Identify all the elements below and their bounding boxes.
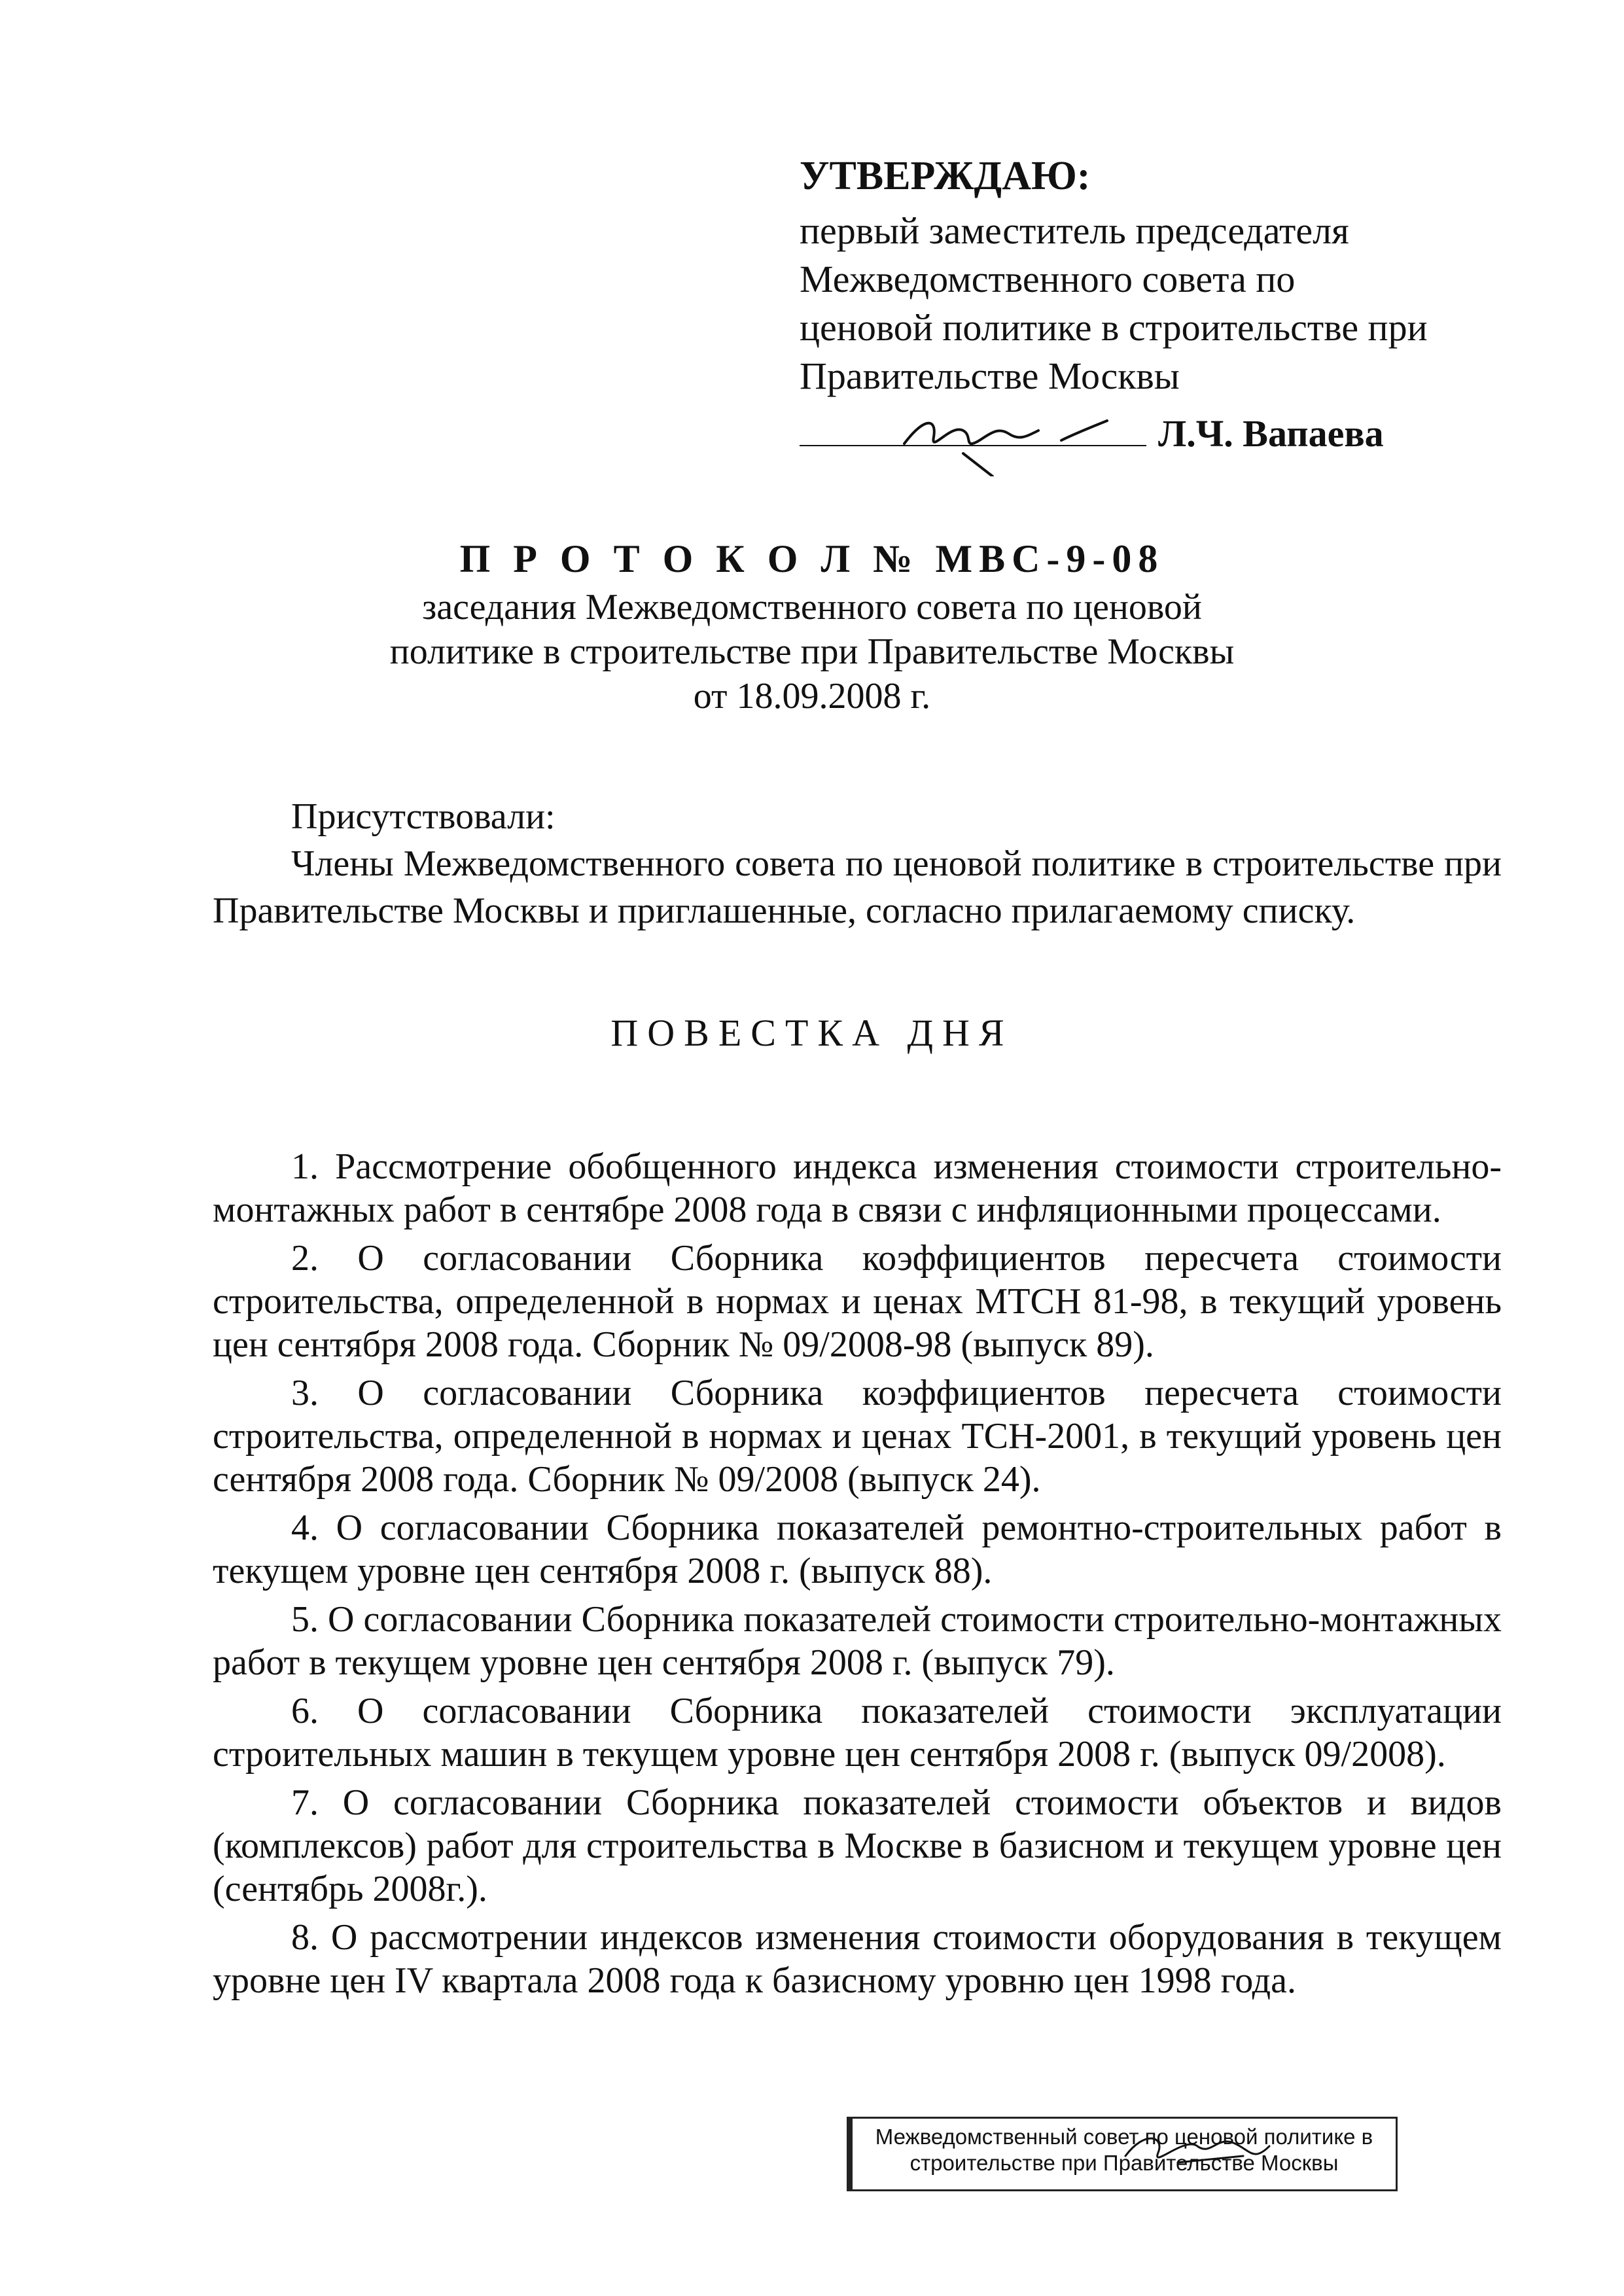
approval-line: Правительстве Москвы [800,355,1180,397]
protocol-date: от 18.09.2008 г. [693,676,931,716]
approval-heading: УТВЕРЖДАЮ: [800,154,1091,198]
agenda-item: 4. О согласовании Сборника показателей ремонтно-строительных работ в текущем уровне цен сентября 2008 г. (выпуск 88). [213,1508,1502,1591]
agenda-item: 8. О рассмотрении индексов изменения стоимости оборудования в текущем уровне цен IV квартала 2008 года к базисному уровню цен 1998 года. [213,1917,1502,2001]
protocol-subtitle-line: политике в строительстве при Правительстве Москвы [389,631,1235,672]
stamp-line: Межведомственный совет по ценовой политике в [875,2125,1373,2149]
attendance-label: Присутствовали: [291,796,556,837]
attendance-section [213,793,1502,934]
approval-block [800,152,1506,463]
agenda-item: 3. О согласовании Сборника коэффициентов пересчета стоимости строительства, определенной в нормах и ценах ТСН-2001, в текущий уровень цен сентября 2008 года. Сборник № 09/2008 (выпуск 24). [213,1373,1502,1500]
agenda-item: 6. О согласовании Сборника показателей стоимости эксплуатации строительных машин в текущем уровне цен сентября 2008 г. (выпуск 09/2008). [213,1691,1502,1775]
signer-name: Л.Ч. Вапаева [1158,412,1384,455]
protocol-subtitle-line: заседания Межведомственного совета по ценовой [422,587,1202,627]
approval-line: первый заместитель председателя [800,209,1349,252]
agenda-item: 5. О согласовании Сборника показателей стоимости строительно-монтажных работ в текущем уровне цен сентября 2008 г. (выпуск 79). [213,1599,1502,1683]
agenda-item: 2. О согласовании Сборника коэффициентов пересчета стоимости строительства, определенной в нормах и ценах МТСН 81-98, в текущий уровень цен сентября 2008 года. Сборник № 09/2008-98 (выпуск 89). [213,1238,1502,1365]
handwritten-signature [865,404,1140,476]
stamp-signature [1112,2117,1282,2189]
protocol-header [0,537,1624,718]
approval-line: Межведомственного совета по [800,258,1296,300]
attendance-text: Члены Межведомственного совета по ценовой политике в строительстве при Правительстве Москвы и приглашенные, согласно прилагаемому списку. [213,843,1502,931]
signature-row [800,404,1506,463]
agenda-item: 1. Рассмотрение обобщенного индекса изменения стоимости строительно-монтажных работ в сентябре 2008 года в связи с инфляционными процессами. [213,1146,1502,1230]
agenda-title: ПОВЕСТКА ДНЯ [610,1012,1014,1054]
protocol-title: П Р О Т О К О Л № МВС-9-08 [459,537,1165,580]
stamp-line: строительстве при Правительстве Москвы [909,2151,1339,2175]
agenda-item: 7. О согласовании Сборника показателей стоимости объектов и видов (комплексов) работ для строительства в Москве в базисном и текущем уровне цен (сентябрь 2008г.). [213,1782,1502,1909]
agenda-list [213,1145,1502,2007]
approval-line: ценовой политике в строительстве при [800,306,1428,349]
